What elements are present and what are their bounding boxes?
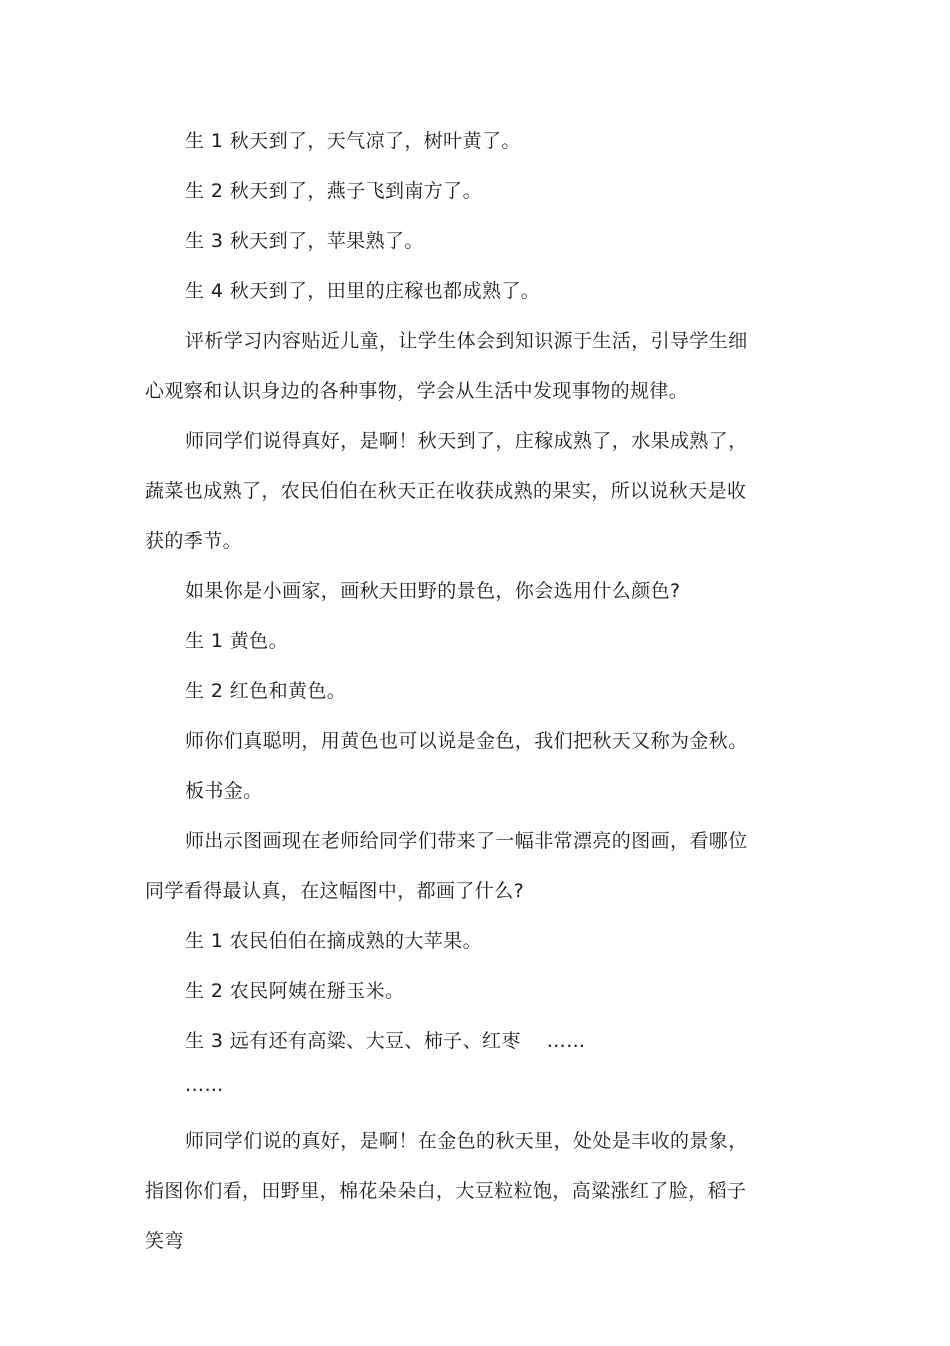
paragraph-5: 评析学习内容贴近儿童，让学生体会到知识源于生活，引导学生细心观察和认识身边的各种事物，学会从生活中发现事物的规律。 [145, 330, 748, 402]
paragraph-8: 生 1 黄色。 [185, 630, 288, 652]
paragraph-7: 如果你是小画家，画秋天田野的景色，你会选用什么颜色? [185, 580, 681, 602]
paragraph-15-text: 生 3 远有还有高粱、大豆、柿子、红枣 [185, 1030, 521, 1052]
paragraph-15-ellipsis: …… [546, 1030, 586, 1052]
paragraph-16: …… [185, 1074, 224, 1096]
paragraph-15 [145, 1016, 755, 1066]
paragraph-13: 生 1 农民伯伯在摘成熟的大苹果。 [185, 930, 482, 952]
paragraph-4: 生 4 秋天到了，田里的庄稼也都成熟了。 [185, 280, 541, 302]
paragraph-11: 板书金。 [185, 780, 263, 802]
paragraph-1: 生 1 秋天到了，天气凉了，树叶黄了。 [185, 130, 521, 152]
paragraph-14-text: 生 2 农民阿姨在掰玉米。 [185, 980, 405, 1002]
paragraph-6: 师同学们说得真好，是啊！秋天到了，庄稼成熟了，水果成熟了，蔬菜也成熟了，农民伯伯在秋天正在收获成熟的果实，所以说秋天是收获的季节。 [145, 430, 748, 552]
paragraph-14 [145, 966, 755, 1016]
paragraph-12: 师出示图画现在老师给同学们带来了一幅非常漂亮的图画，看哪位同学看得最认真，在这幅图中，都画了什么? [145, 830, 748, 902]
paragraph-3: 生 3 秋天到了，苹果熟了。 [185, 230, 424, 252]
paragraph-17: 师同学们说的真好，是啊！在金色的秋天里，处处是丰收的景象，指图你们看，田野里，棉花朵朵白，大豆粒粒饱，高粱涨红了脸，稻子笑弯 [145, 1130, 748, 1252]
paragraph-10: 师你们真聪明，用黄色也可以说是金色，我们把秋天又称为金秋。 [185, 730, 748, 752]
paragraph-9: 生 2 红色和黄色。 [185, 680, 347, 702]
paragraph-2: 生 2 秋天到了，燕子飞到南方了。 [185, 180, 482, 202]
